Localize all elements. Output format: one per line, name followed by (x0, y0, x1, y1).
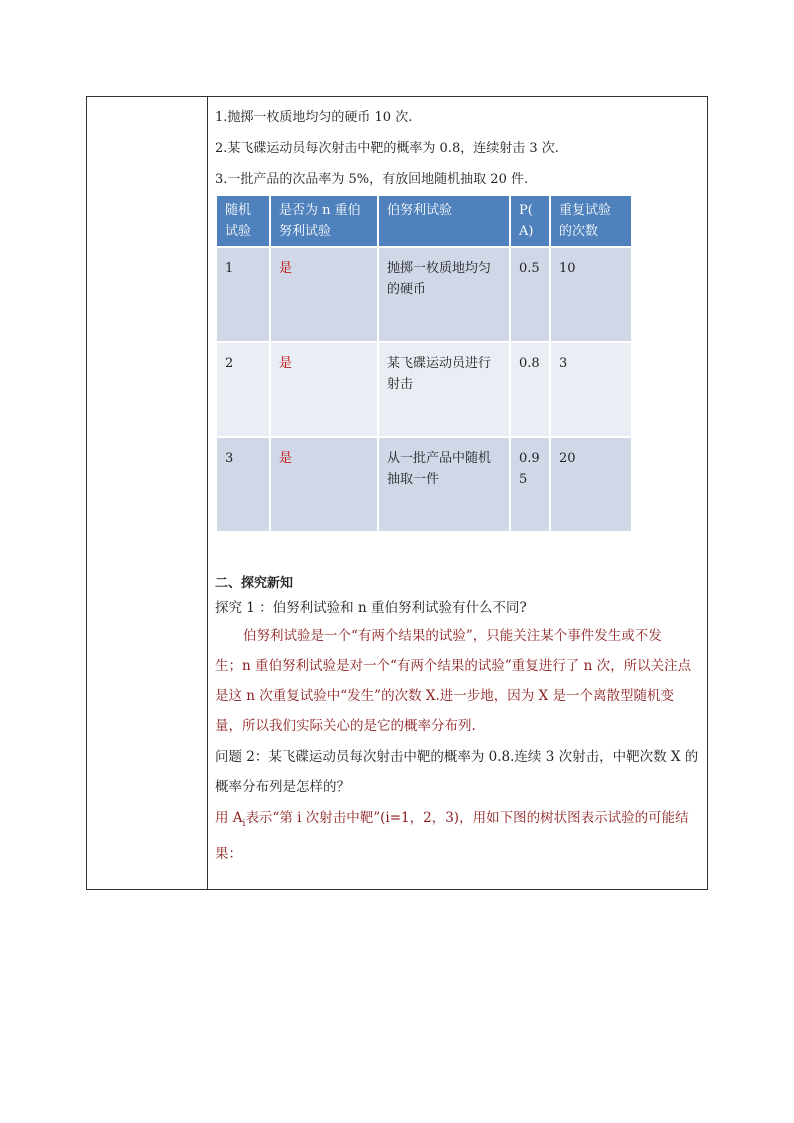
header-probability: P( A) (511, 196, 549, 246)
question-2 (215, 742, 703, 802)
answer-line-4: 量，所以我们实际关心的是它的概率分布列. (215, 718, 476, 734)
cell-probability: 0.5 (511, 248, 549, 341)
cell-trial: 1 (217, 248, 269, 341)
right-column (215, 97, 703, 889)
subscript-i: i (242, 819, 246, 829)
cell-repeat-count: 20 (551, 438, 631, 531)
table-row (217, 438, 631, 531)
header-is-n-bernoulli: 是否为 n 重伯 努利试验 (271, 196, 377, 246)
cell-bernoulli-trial: 某飞碟运动员进行 射击 (379, 343, 509, 436)
header-trial: 随机 试验 (217, 196, 269, 246)
cell-bernoulli-trial: 从一批产品中随机 抽取一件 (379, 438, 509, 531)
question-2-line-2: 概率分布列是怎样的？ (215, 779, 350, 795)
explore-answer (215, 621, 703, 741)
cell-trial: 2 (217, 343, 269, 436)
table-row (217, 343, 631, 436)
cell-trial: 3 (217, 438, 269, 531)
cell-repeat-count: 10 (551, 248, 631, 341)
cell-is-bernoulli: 是 (271, 438, 377, 531)
content-table-frame (86, 96, 708, 890)
table-header-row (217, 196, 631, 246)
cell-repeat-count: 3 (551, 343, 631, 436)
left-column (87, 97, 208, 889)
intro-line-3: 3.一批产品的次品率为 5%，有放回地随机抽取 20 件. (215, 172, 529, 187)
cell-probability: 0.9 5 (511, 438, 549, 531)
table-row (217, 248, 631, 341)
answer-line-1: 伯努利试验是一个“有两个结果的试验”，只能关注某个事件发生或不发 (243, 628, 662, 644)
cell-probability: 0.8 (511, 343, 549, 436)
answer-line-3: 是这 n 次重复试验中“发生”的次数 X.进一步地，因为 X 是一个离散型随机变 (215, 688, 674, 704)
header-repeat-count: 重复试验 的次数 (551, 196, 631, 246)
cell-is-bernoulli: 是 (271, 248, 377, 341)
question-2-line-1: 问题 2：某飞碟运动员每次射击中靶的概率为 0.8.连续 3 次射击，中靶次数 X 的 (215, 749, 699, 765)
tree-intro-line-1: 用 $A_i$表示“第 i 次射击中靶”(i=1，2，3)，用如下图的树状图表示试验的可能结 (215, 810, 689, 829)
answer-line-2: 生；n 重伯努利试验是对一个“有两个结果的试验”重复进行了 n 次，所以关注点 (215, 658, 692, 674)
bernoulli-trials-table (215, 194, 633, 533)
intro-line-1: 1.抛掷一枚质地均匀的硬币 10 次. (215, 110, 413, 125)
explore-question: 探究 1 ：伯努利试验和 n 重伯努利试验有什么不同? (215, 600, 527, 616)
intro-line-2: 2.某飞碟运动员每次射击中靶的概率为 0.8，连续射击 3 次. (215, 141, 559, 156)
header-bernoulli-trial: 伯努利试验 (379, 196, 509, 246)
cell-bernoulli-trial: 抛掷一枚质地均匀 的硬币 (379, 248, 509, 341)
section-title: 二、探究新知 (215, 576, 294, 591)
cell-is-bernoulli: 是 (271, 343, 377, 436)
tree-intro-line-2: 果： (215, 846, 242, 862)
tree-intro (215, 803, 703, 869)
